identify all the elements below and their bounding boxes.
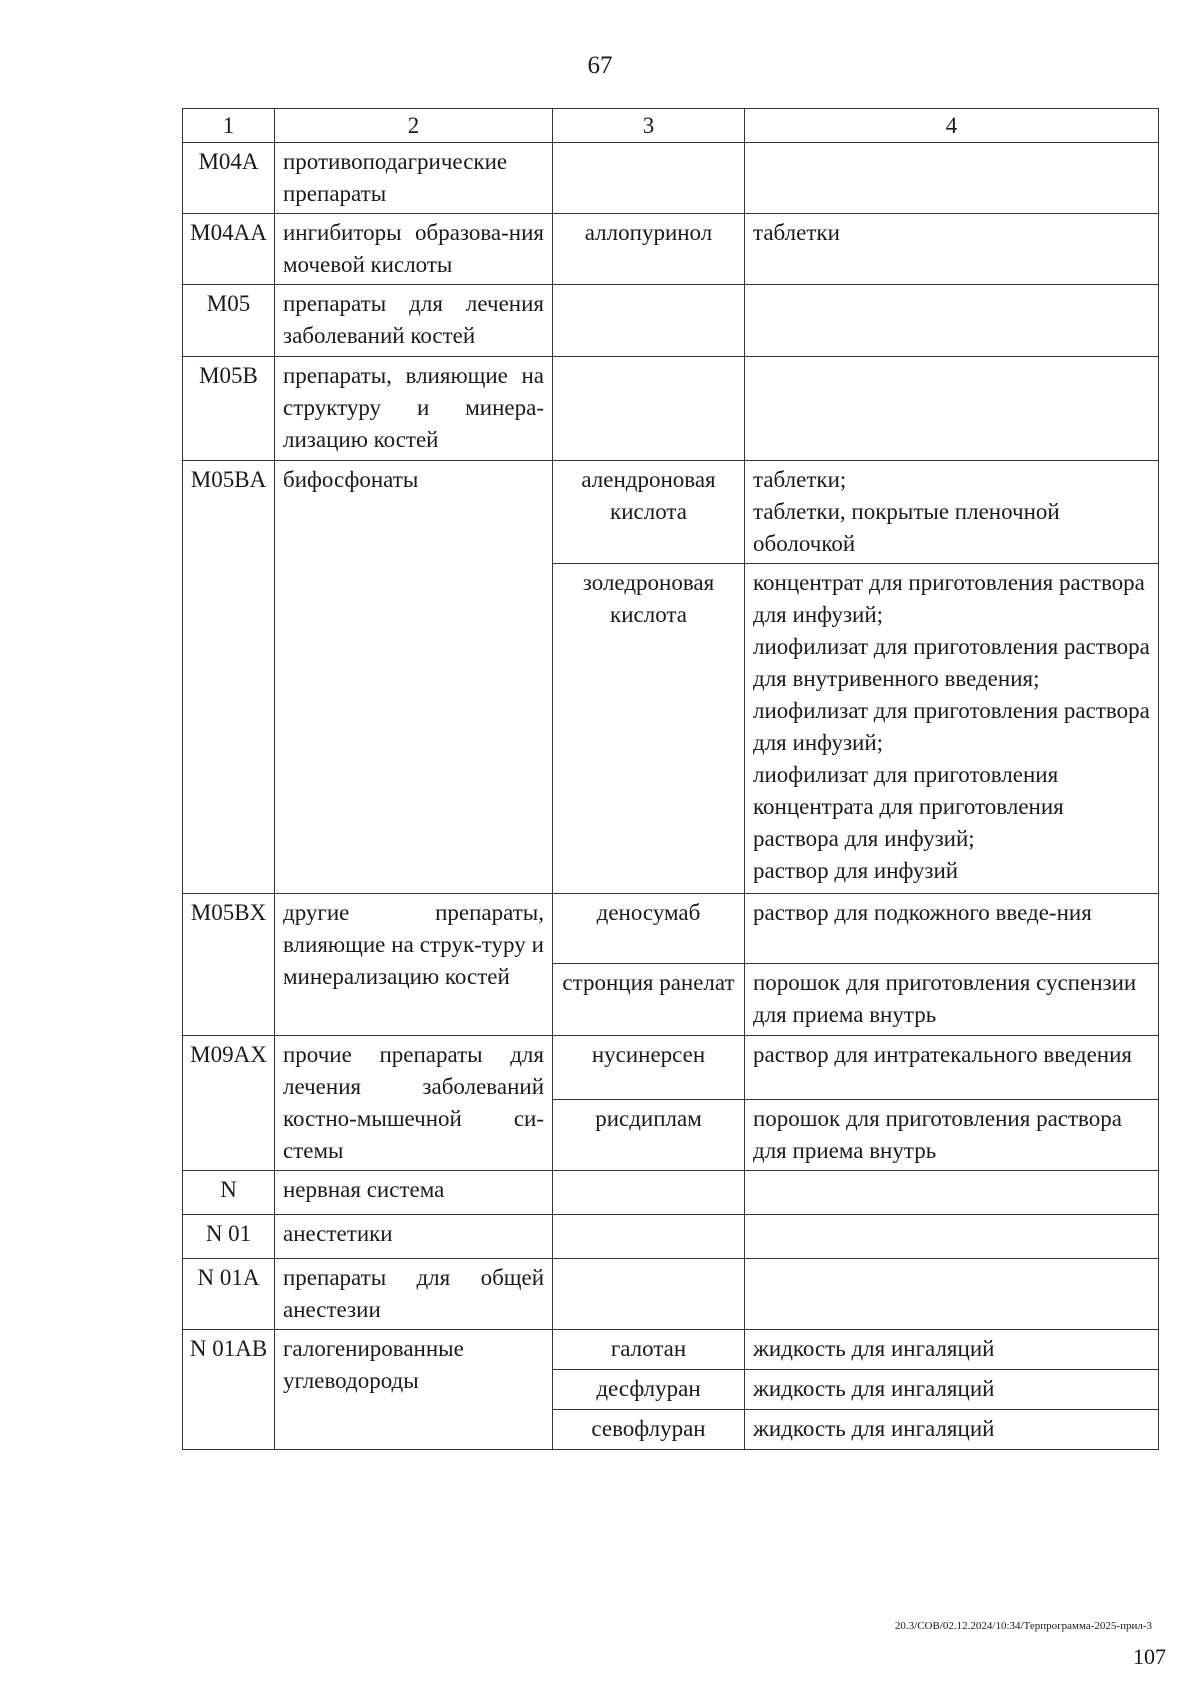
- drug-name: галотан: [553, 1330, 745, 1370]
- group-name: препараты, влияющие на структуру и минера-лизацию костей: [275, 357, 553, 461]
- dosage-form: [745, 1215, 1159, 1259]
- dosage-form: [745, 1171, 1159, 1215]
- dosage-form: раствор для подкожного введе-ния: [745, 894, 1159, 964]
- group-name: препараты для общей анестезии: [275, 1259, 553, 1330]
- drug-name: севофлуран: [553, 1410, 745, 1450]
- dosage-form-item: таблетки, покрытые пленочной оболочкой: [753, 499, 1060, 556]
- dosage-form: [745, 461, 1159, 564]
- drug-name: десфлуран: [553, 1370, 745, 1410]
- atc-code: M09AX: [183, 1036, 275, 1171]
- drug-name: золедроновая кислота: [553, 564, 745, 894]
- atc-code: N 01AB: [183, 1330, 275, 1450]
- table-row: [183, 461, 1159, 564]
- table-row: [183, 285, 1159, 357]
- document-code: 20.3/СОВ/02.12.2024/10:34/Терпрограмма-2025-прил-3: [894, 1620, 1152, 1632]
- dosage-form: [745, 564, 1159, 894]
- atc-code: N 01A: [183, 1259, 275, 1330]
- drug-name: [553, 357, 745, 461]
- header-cell: 2: [275, 109, 553, 143]
- group-name: прочие препараты для лечения заболеваний костно-мышечной си-стемы: [275, 1036, 553, 1171]
- dosage-form: жидкость для ингаляций: [745, 1370, 1159, 1410]
- dosage-form: [745, 143, 1159, 214]
- drug-table: [182, 108, 1159, 1450]
- table-row: [183, 1215, 1159, 1259]
- drug-name: аллопуринол: [553, 214, 745, 285]
- header-cell: 1: [183, 109, 275, 143]
- group-name: бифосфонаты: [275, 461, 553, 894]
- dosage-form-item: лиофилизат для приготовления раствора для внутривенного введения;: [753, 634, 1150, 691]
- atc-code: M05BA: [183, 461, 275, 894]
- dosage-form: жидкость для ингаляций: [745, 1410, 1159, 1450]
- dosage-form-item: концентрат для приготовления раствора для инфузий;: [753, 570, 1145, 627]
- drug-name: деносумаб: [553, 894, 745, 964]
- drug-name: рисдиплам: [553, 1100, 745, 1171]
- group-name: другие препараты, влияющие на струк-туру и минерализацию костей: [275, 894, 553, 1036]
- atc-code: N 01: [183, 1215, 275, 1259]
- group-name: противоподагрические препараты: [275, 143, 553, 214]
- atc-code: M04A: [183, 143, 275, 214]
- dosage-form: жидкость для ингаляций: [745, 1330, 1159, 1370]
- group-name: препараты для лечения заболеваний костей: [275, 285, 553, 357]
- dosage-form: [745, 1259, 1159, 1330]
- table-row: [183, 1330, 1159, 1370]
- drug-name: [553, 1259, 745, 1330]
- table-row: [183, 1036, 1159, 1100]
- dosage-form: [745, 357, 1159, 461]
- table-row: [183, 214, 1159, 285]
- dosage-form: таблетки: [745, 214, 1159, 285]
- table-row: [183, 357, 1159, 461]
- group-name: нервная система: [275, 1171, 553, 1215]
- drug-name: [553, 1171, 745, 1215]
- atc-code: M05BX: [183, 894, 275, 1036]
- drug-name: [553, 285, 745, 357]
- header-cell: 3: [553, 109, 745, 143]
- dosage-form-item: лиофилизат для приготовления раствора для инфузий;: [753, 698, 1150, 755]
- table-row: [183, 1171, 1159, 1215]
- table-header-row: [183, 109, 1159, 143]
- atc-code: M05: [183, 285, 275, 357]
- group-name: ингибиторы образова-ния мочевой кислоты: [275, 214, 553, 285]
- sheet-number: 107: [1133, 1644, 1166, 1669]
- atc-code: M04AA: [183, 214, 275, 285]
- header-cell: 4: [745, 109, 1159, 143]
- page-number: 67: [587, 52, 613, 79]
- drug-name: [553, 1215, 745, 1259]
- group-name: анестетики: [275, 1215, 553, 1259]
- dosage-form: порошок для приготовления суспензии для приема внутрь: [745, 964, 1159, 1036]
- dosage-form-item: таблетки;: [753, 467, 847, 492]
- drug-name: стронция ранелат: [553, 964, 745, 1036]
- table-row: [183, 894, 1159, 964]
- drug-name: [553, 143, 745, 214]
- drug-name: алендроновая кислота: [553, 461, 745, 564]
- atc-code: N: [183, 1171, 275, 1215]
- group-name: галогенированные углеводороды: [275, 1330, 553, 1450]
- table-row: [183, 143, 1159, 214]
- dosage-form: [745, 285, 1159, 357]
- dosage-form-item: лиофилизат для приготовления концентрата для приготовления раствора для инфузий;: [753, 762, 1064, 851]
- dosage-form: порошок для приготовления раствора для приема внутрь: [745, 1100, 1159, 1171]
- dosage-form-item: раствор для инфузий: [753, 858, 959, 883]
- drug-name: нусинерсен: [553, 1036, 745, 1100]
- dosage-form: раствор для интратекального введения: [745, 1036, 1159, 1100]
- table-row: [183, 1259, 1159, 1330]
- atc-code: M05B: [183, 357, 275, 461]
